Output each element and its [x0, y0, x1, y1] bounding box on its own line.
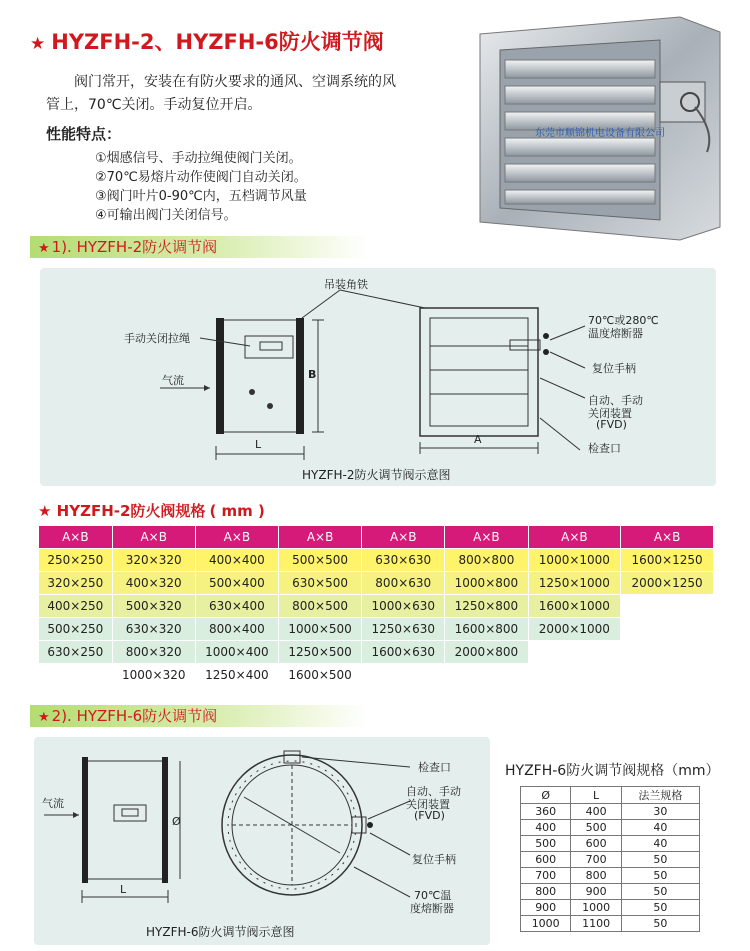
table-cell: 800 [521, 884, 571, 900]
section1-banner [30, 236, 368, 258]
column-header: A×B [362, 526, 445, 549]
section1-caption: HYZFH-2防火调节阀示意图 [302, 468, 451, 482]
section1-title: 1). HYZFH-2防火调节阀 [51, 238, 218, 256]
table-row [521, 852, 700, 868]
section2-title: 2). HYZFH-6防火调节阀 [51, 707, 218, 725]
table-cell [621, 664, 714, 687]
table-cell: 1250×500 [278, 641, 361, 664]
star-icon: ★ [38, 710, 50, 725]
column-header: 法兰规格 [621, 787, 699, 804]
page-title [30, 26, 384, 56]
table-row [39, 618, 714, 641]
table-cell: 50 [621, 900, 699, 916]
intro-line-2: 管上，70℃关闭。手动复位开启。 [46, 97, 262, 113]
table-cell: 400×250 [39, 595, 113, 618]
table-cell: 900 [571, 884, 621, 900]
intro-line-1: 阀门常开，安装在有防火要求的通风、空调系统的风 [74, 74, 396, 90]
column-header: A×B [39, 526, 113, 549]
table-cell: 1000×400 [195, 641, 278, 664]
table-cell: 500×400 [195, 572, 278, 595]
table-cell: 360 [521, 804, 571, 820]
section1-diagram-panel [40, 268, 716, 486]
feature-item: ①烟感信号、手动拉绳使阀门关闭。 [95, 151, 302, 166]
label-dim-b: B [308, 368, 317, 381]
table-cell: 50 [621, 852, 699, 868]
table-cell: 30 [621, 804, 699, 820]
performance-title: 性能特点： [46, 125, 122, 143]
table-cell: 1000 [571, 900, 621, 916]
label-fvd-line2: 关闭装置 [588, 407, 632, 420]
table-row [39, 549, 714, 572]
table-cell: 700 [571, 852, 621, 868]
table-cell: 630×630 [362, 549, 445, 572]
table-cell: 800×400 [195, 618, 278, 641]
table-cell: 1250×400 [195, 664, 278, 687]
label-manual-rope: 手动关闭拉绳 [124, 332, 190, 345]
spec-table-title-text: ★ HYZFH-2防火阀规格 [38, 502, 206, 520]
table-cell: 50 [621, 916, 699, 932]
table-cell: 1000×800 [445, 572, 528, 595]
table-cell [362, 664, 445, 687]
section2-caption: HYZFH-6防火调节阀示意图 [146, 925, 295, 939]
star-icon: ★ [38, 241, 50, 256]
table-cell: 1100 [571, 916, 621, 932]
table-cell: 630×250 [39, 641, 113, 664]
table-row [521, 868, 700, 884]
table-cell: 700 [521, 868, 571, 884]
feature-item: ③阀门叶片0-90℃内，五档调节风量 [95, 189, 307, 204]
table-cell: 1000 [521, 916, 571, 932]
table-cell [621, 641, 714, 664]
table-cell: 1600×1250 [621, 549, 714, 572]
label-inspection: 检查口 [418, 761, 451, 774]
label-hanging-angle: 吊装角铁 [324, 278, 368, 291]
table-cell [39, 664, 113, 687]
table-cell: 400×400 [195, 549, 278, 572]
table-cell: 800×630 [362, 572, 445, 595]
table-cell [528, 641, 621, 664]
table-row [39, 595, 714, 618]
label-fvd-line1: 自动、手动 [588, 394, 643, 407]
table-cell: 1250×1000 [528, 572, 621, 595]
table-row [39, 572, 714, 595]
table-cell [445, 664, 528, 687]
hyzfh6-spec-table [520, 786, 700, 932]
label-dim-d: Ø [172, 815, 181, 828]
table-cell: 800 [571, 868, 621, 884]
table-cell: 630×500 [278, 572, 361, 595]
table-cell: 1600×1000 [528, 595, 621, 618]
table-cell: 800×500 [278, 595, 361, 618]
column-header: A×B [445, 526, 528, 549]
table-cell: 320×250 [39, 572, 113, 595]
table-cell: 1000×320 [112, 664, 195, 687]
table-row [521, 836, 700, 852]
table-cell: 1600×500 [278, 664, 361, 687]
column-header: A×B [621, 526, 714, 549]
table-cell: 320×320 [112, 549, 195, 572]
section2-diagram-panel [34, 737, 490, 945]
table-cell: 500 [521, 836, 571, 852]
table-row [521, 804, 700, 820]
table-row [521, 900, 700, 916]
label-dim-a: A [474, 433, 482, 446]
column-header: A×B [195, 526, 278, 549]
label-reset-handle: 复位手柄 [592, 362, 636, 375]
label-fvd-line3: (FVD) [414, 809, 445, 822]
table-row [39, 664, 714, 687]
page-title-text: HYZFH-2、HYZFH-6防火调节阀 [51, 30, 384, 54]
column-header: Ø [521, 787, 571, 804]
table-cell: 630×320 [112, 618, 195, 641]
table-row [521, 820, 700, 836]
table-cell: 500 [571, 820, 621, 836]
table-cell: 400×320 [112, 572, 195, 595]
label-dim-l: L [255, 438, 262, 451]
table-cell: 40 [621, 836, 699, 852]
table-cell: 50 [621, 868, 699, 884]
column-header: A×B [278, 526, 361, 549]
table-cell: 1000×1000 [528, 549, 621, 572]
photo-watermark: 东莞市顺锦机电设备有限公司 [535, 128, 665, 139]
table-cell: 40 [621, 820, 699, 836]
table-header-row [39, 526, 714, 549]
label-fvd-line1: 自动、手动 [406, 785, 461, 798]
table-cell: 1000×630 [362, 595, 445, 618]
hyzfh6-table-title: HYZFH-6防火调节阀规格（mm） [505, 763, 720, 779]
star-icon: ★ [30, 34, 46, 54]
spec-table-title-unit: ( mm ) [209, 502, 265, 520]
label-fvd-line2: 关闭装置 [406, 798, 450, 811]
section2-banner [30, 705, 368, 727]
label-fuse-line2: 温度熔断器 [588, 327, 643, 340]
table-cell: 500×500 [278, 549, 361, 572]
feature-item: ④可输出阀门关闭信号。 [95, 208, 237, 223]
table-row [521, 884, 700, 900]
table-cell: 900 [521, 900, 571, 916]
label-dim-l: L [120, 883, 127, 896]
table-row [521, 916, 700, 932]
label-fuse-line2: 度熔断器 [410, 902, 454, 915]
table-cell: 400 [521, 820, 571, 836]
table-cell: 500×250 [39, 618, 113, 641]
table-row [39, 641, 714, 664]
table-cell: 1000×500 [278, 618, 361, 641]
feature-item: ②70℃易熔片动作使阀门自动关闭。 [95, 170, 307, 185]
label-airflow: 气流 [162, 374, 184, 387]
table-cell: 400 [571, 804, 621, 820]
table-cell: 1600×800 [445, 618, 528, 641]
intro-paragraph [46, 71, 446, 117]
table-cell: 50 [621, 884, 699, 900]
label-airflow: 气流 [42, 797, 64, 810]
table-cell: 2000×800 [445, 641, 528, 664]
label-fuse-line1: 70℃或280℃ [588, 314, 659, 327]
label-reset-handle: 复位手柄 [412, 853, 456, 866]
table-cell: 630×400 [195, 595, 278, 618]
table-header-row [521, 787, 700, 804]
label-fvd-line3: (FVD) [596, 418, 627, 431]
table-cell: 600 [521, 852, 571, 868]
table-cell: 600 [571, 836, 621, 852]
table-cell [621, 595, 714, 618]
label-fuse-line1: 70℃温 [414, 889, 452, 902]
table-cell: 2000×1000 [528, 618, 621, 641]
damper-photo [475, 12, 725, 242]
table-cell: 2000×1250 [621, 572, 714, 595]
column-header: A×B [112, 526, 195, 549]
hyzfh2-spec-table [38, 525, 714, 687]
spec-table-title [38, 500, 265, 521]
table-cell: 1600×630 [362, 641, 445, 664]
column-header: A×B [528, 526, 621, 549]
label-inspection: 检查口 [588, 442, 621, 455]
table-cell [528, 664, 621, 687]
table-cell: 800×320 [112, 641, 195, 664]
table-cell: 250×250 [39, 549, 113, 572]
table-cell [621, 618, 714, 641]
column-header: L [571, 787, 621, 804]
table-cell: 800×800 [445, 549, 528, 572]
table-cell: 1250×630 [362, 618, 445, 641]
table-cell: 1250×800 [445, 595, 528, 618]
table-cell: 500×320 [112, 595, 195, 618]
